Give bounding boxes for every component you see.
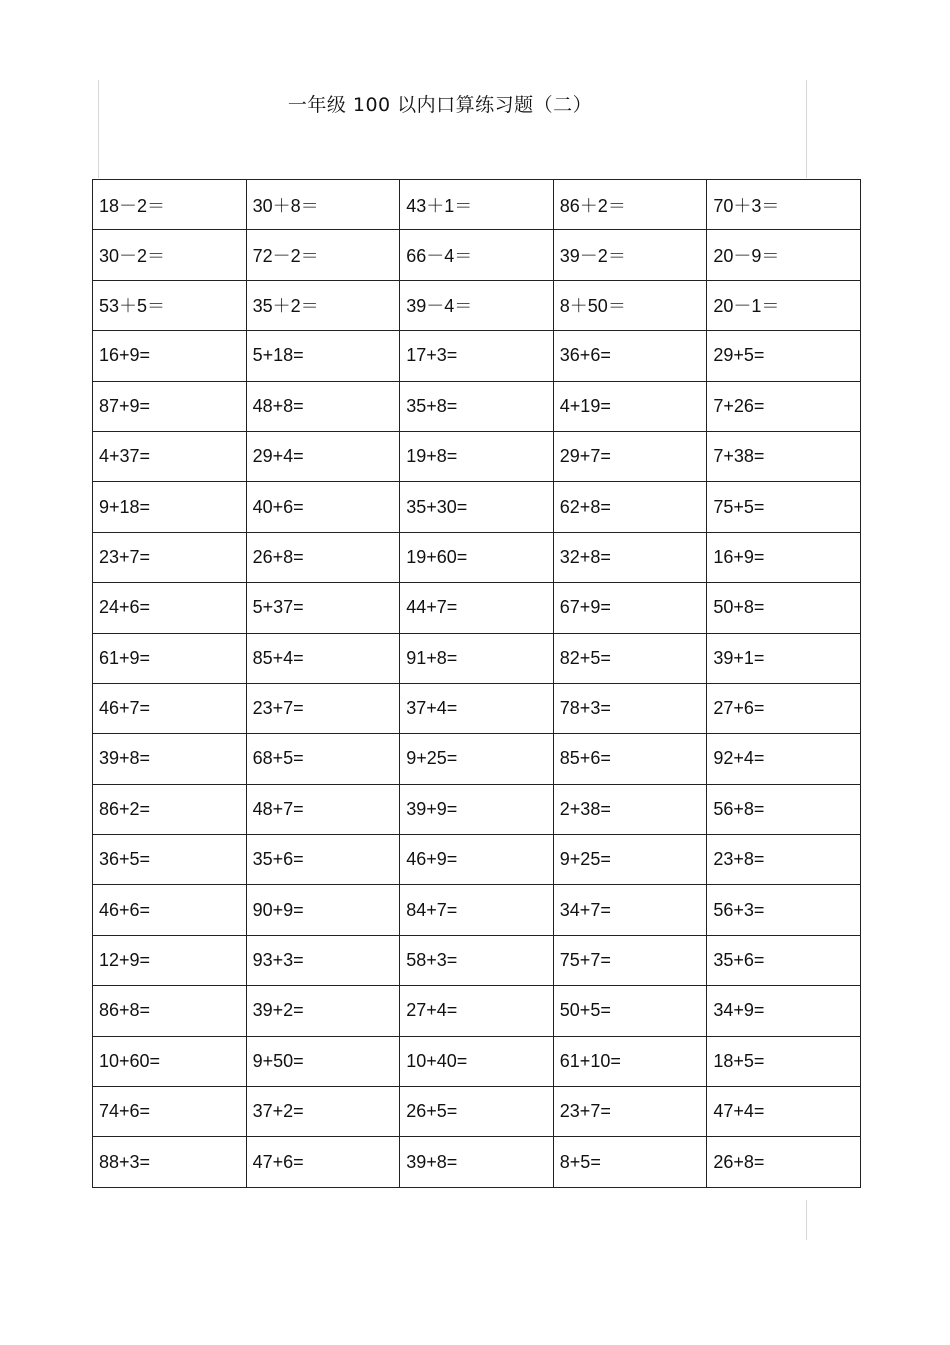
table-row [93,482,861,532]
table-row [93,835,861,885]
table-row [93,1087,861,1137]
problem-cell: 32+8= [553,532,707,582]
problem-cell: 50+5= [553,986,707,1036]
problem-cell: 26+5= [400,1087,554,1137]
problem-cell: 78+3= [553,683,707,733]
problem-cell: 29+5= [707,331,861,381]
problem-cell: 43＋1＝ [400,180,554,230]
problem-cell: 56+3= [707,885,861,935]
problem-cell: 66－4＝ [400,230,554,280]
problem-cell: 16+9= [93,331,247,381]
problem-cell: 87+9= [93,381,247,431]
problem-cell: 8＋50＝ [553,280,707,330]
problem-cell: 9+50= [246,1036,400,1086]
problem-cell: 17+3= [400,331,554,381]
problem-cell: 7+26= [707,381,861,431]
problem-cell: 62+8= [553,482,707,532]
problem-cell: 35+30= [400,482,554,532]
problem-cell: 86＋2＝ [553,180,707,230]
problem-cell: 9+25= [553,835,707,885]
problem-cell: 24+6= [93,583,247,633]
problem-cell: 7+38= [707,431,861,481]
table-row [93,633,861,683]
problem-cell: 61+9= [93,633,247,683]
problem-cell: 23+8= [707,835,861,885]
table-row [93,532,861,582]
problem-cell: 29+7= [553,431,707,481]
problem-cell: 35+6= [246,835,400,885]
problem-cell: 30－2＝ [93,230,247,280]
table-row [93,180,861,230]
table-row [93,331,861,381]
problem-cell: 85+6= [553,734,707,784]
problem-cell: 84+7= [400,885,554,935]
table-row [93,784,861,834]
problem-cell: 19+8= [400,431,554,481]
problem-cell: 56+8= [707,784,861,834]
problem-cell: 35+8= [400,381,554,431]
problem-cell: 19+60= [400,532,554,582]
table-row [93,583,861,633]
problem-cell: 9+18= [93,482,247,532]
problem-cell: 46+7= [93,683,247,733]
problem-cell: 93+3= [246,935,400,985]
problem-cell: 58+3= [400,935,554,985]
problem-cell: 18+5= [707,1036,861,1086]
problem-cell: 48+7= [246,784,400,834]
problem-cell: 39+2= [246,986,400,1036]
problem-cell: 90+9= [246,885,400,935]
problem-cell: 4+19= [553,381,707,431]
problem-cell: 29+4= [246,431,400,481]
problem-cell: 16+9= [707,532,861,582]
problem-cell: 82+5= [553,633,707,683]
problem-cell: 35+6= [707,935,861,985]
problem-cell: 39+1= [707,633,861,683]
problem-cell: 75+7= [553,935,707,985]
problem-cell: 40+6= [246,482,400,532]
problem-cell: 26+8= [707,1137,861,1187]
table-row [93,986,861,1036]
problem-cell: 10+40= [400,1036,554,1086]
table-row [93,935,861,985]
problem-cell: 34+7= [553,885,707,935]
problem-cell: 88+3= [93,1137,247,1187]
problem-cell: 39+8= [400,1137,554,1187]
problem-cell: 86+8= [93,986,247,1036]
problem-cell: 53＋5＝ [93,280,247,330]
table-row [93,734,861,784]
problem-cell: 75+5= [707,482,861,532]
table-row [93,381,861,431]
problem-cell: 67+9= [553,583,707,633]
problem-cell: 20－1＝ [707,280,861,330]
problem-cell: 23+7= [553,1087,707,1137]
problem-cell: 47+4= [707,1087,861,1137]
problem-cell: 46+9= [400,835,554,885]
problem-cell: 37+2= [246,1087,400,1137]
problem-cell: 9+25= [400,734,554,784]
problem-cell: 85+4= [246,633,400,683]
problem-table [92,179,861,1188]
problem-cell: 47+6= [246,1137,400,1187]
problem-cell: 34+9= [707,986,861,1036]
problem-cell: 50+8= [707,583,861,633]
problem-cell: 72－2＝ [246,230,400,280]
problem-cell: 91+8= [400,633,554,683]
table-row [93,280,861,330]
problem-cell: 39+9= [400,784,554,834]
problem-cell: 5+18= [246,331,400,381]
table-row [93,683,861,733]
problem-cell: 39－4＝ [400,280,554,330]
table-row [93,1137,861,1187]
margin-line-bottom [806,1200,807,1240]
problem-cell: 23+7= [93,532,247,582]
problem-table-body [93,180,861,1188]
problem-cell: 12+9= [93,935,247,985]
problem-cell: 39－2＝ [553,230,707,280]
problem-cell: 44+7= [400,583,554,633]
problem-cell: 18－2＝ [93,180,247,230]
table-row [93,230,861,280]
problem-cell: 10+60= [93,1036,247,1086]
table-row [93,1036,861,1086]
problem-cell: 4+37= [93,431,247,481]
table-row [93,431,861,481]
problem-cell: 8+5= [553,1137,707,1187]
problem-cell: 61+10= [553,1036,707,1086]
problem-cell: 23+7= [246,683,400,733]
problem-cell: 70＋3＝ [707,180,861,230]
problem-cell: 35＋2＝ [246,280,400,330]
problem-cell: 74+6= [93,1087,247,1137]
problem-cell: 39+8= [93,734,247,784]
problem-cell: 37+4= [400,683,554,733]
problem-cell: 68+5= [246,734,400,784]
problem-cell: 92+4= [707,734,861,784]
problem-cell: 27+6= [707,683,861,733]
problem-cell: 27+4= [400,986,554,1036]
problem-cell: 26+8= [246,532,400,582]
problem-cell: 86+2= [93,784,247,834]
page-title: 一年级 100 以内口算练习题（二） [287,94,593,116]
problem-cell: 30＋8＝ [246,180,400,230]
problem-cell: 36+6= [553,331,707,381]
problem-cell: 5+37= [246,583,400,633]
problem-cell: 2+38= [553,784,707,834]
problem-cell: 36+5= [93,835,247,885]
problem-cell: 48+8= [246,381,400,431]
table-row [93,885,861,935]
problem-cell: 46+6= [93,885,247,935]
problem-cell: 20－9＝ [707,230,861,280]
